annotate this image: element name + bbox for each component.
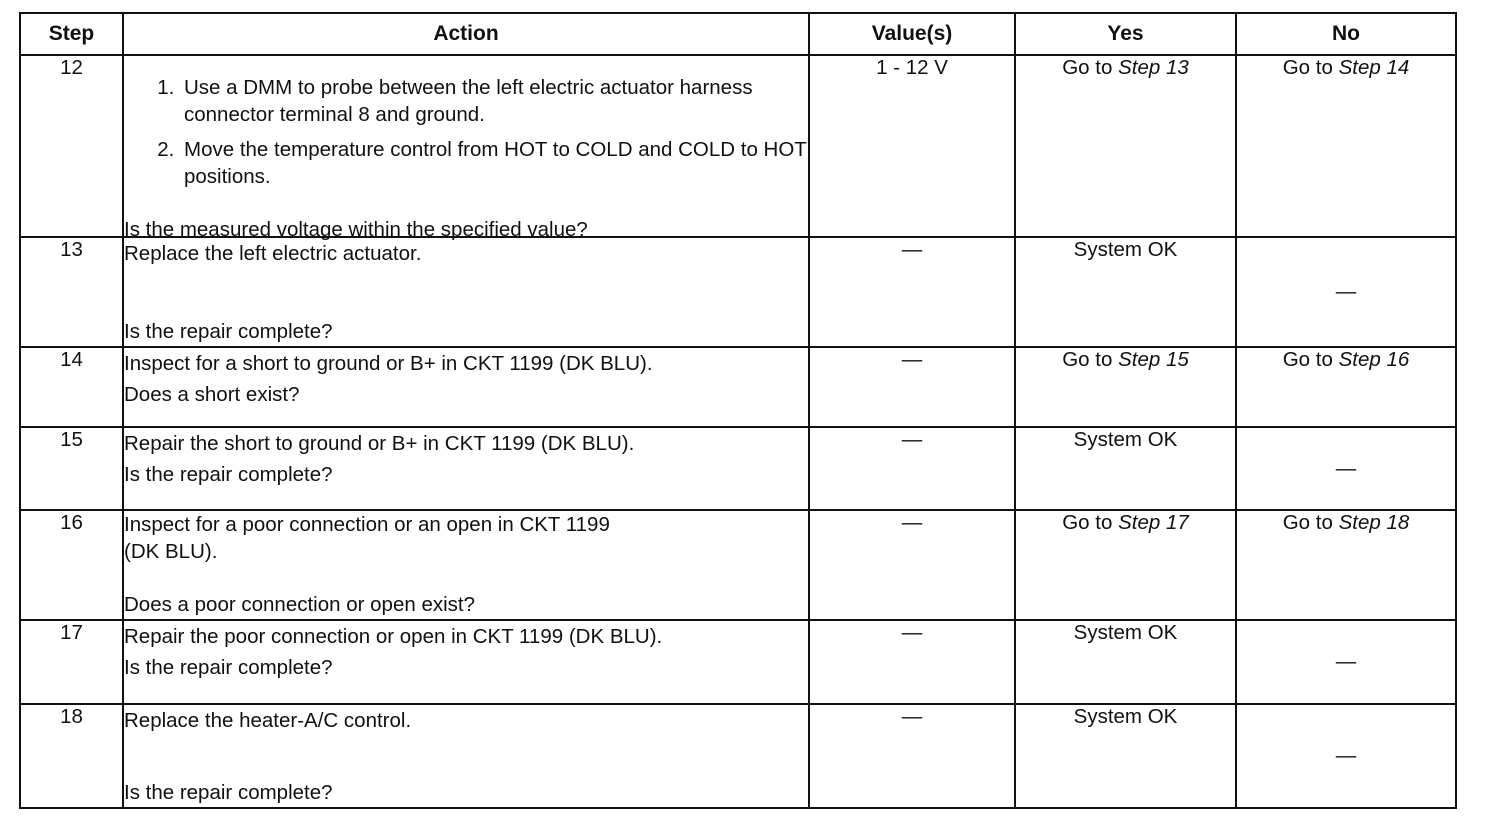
yes-cell [1015, 347, 1236, 427]
goto-step-link: Step 16 [1338, 348, 1410, 371]
action-question: Does a short exist? [124, 383, 300, 406]
action-cell [123, 704, 809, 808]
table-row [20, 620, 1456, 704]
goto-step-link: Step 14 [1338, 56, 1410, 79]
header-values: Value(s) [809, 13, 1015, 55]
goto-step-link: Step 17 [1118, 511, 1189, 534]
no-cell [1236, 510, 1456, 620]
action-question: Is the repair complete? [124, 463, 333, 486]
action-question: Is the repair complete? [124, 781, 333, 804]
action-cell [123, 347, 809, 427]
step-number: 14 [20, 347, 123, 427]
yes-cell [1015, 510, 1236, 620]
value-cell: — [809, 620, 1015, 704]
goto-step-link: Step 15 [1118, 348, 1189, 371]
value-cell: — [809, 237, 1015, 347]
table-row [20, 237, 1456, 347]
value-cell: — [809, 427, 1015, 510]
action-list [124, 74, 808, 190]
goto-prefix: Go to [1062, 511, 1113, 534]
value-cell: 1 - 12 V [809, 55, 1015, 237]
goto-prefix: Go to [1282, 56, 1333, 79]
action-cell [123, 427, 809, 510]
action-question: Is the repair complete? [124, 656, 333, 679]
action-question: Is the measured voltage within the specified value? [124, 218, 588, 241]
value-cell: — [809, 704, 1015, 808]
goto-prefix: Go to [1062, 348, 1113, 371]
table-row [20, 55, 1456, 237]
value-cell: — [809, 510, 1015, 620]
action-cell [123, 510, 809, 620]
yes-cell: System OK [1015, 427, 1236, 510]
action-text: Inspect for a poor connection or an open in CKT 1199 (DK BLU). [124, 513, 610, 563]
no-cell: — [1236, 704, 1456, 808]
action-cell [123, 620, 809, 704]
no-cell: — [1236, 237, 1456, 347]
header-step: Step [20, 13, 123, 55]
action-cell [123, 55, 809, 241]
step-number: 15 [20, 427, 123, 510]
no-cell [1236, 347, 1456, 427]
yes-cell: System OK [1015, 704, 1236, 808]
table-row [20, 510, 1456, 620]
step-number: 13 [20, 237, 123, 347]
action-question: Is the repair complete? [124, 320, 333, 343]
header-yes: Yes [1015, 13, 1236, 55]
goto-prefix: Go to [1062, 56, 1113, 79]
yes-cell: System OK [1015, 620, 1236, 704]
action-item: 2. Move the temperature control from HOT to COLD and COLD to HOT positions. [180, 136, 808, 190]
step-number: 17 [20, 620, 123, 704]
goto-step-link: Step 18 [1338, 511, 1410, 534]
action-question: Does a poor connection or open exist? [124, 593, 476, 616]
step-number: 16 [20, 510, 123, 620]
yes-cell [1015, 55, 1236, 237]
diagnostic-table [19, 12, 1457, 809]
action-item: 1. Use a DMM to probe between the left electric actuator harness connector terminal 8 and ground. [180, 74, 808, 128]
action-text: Repair the short to ground or B+ in CKT 1199 (DK BLU). [124, 432, 635, 455]
action-text: Inspect for a short to ground or B+ in CKT 1199 (DK BLU). [124, 352, 653, 375]
header-no: No [1236, 13, 1456, 55]
no-cell: — [1236, 620, 1456, 704]
step-number: 12 [20, 55, 123, 237]
action-text: Repair the poor connection or open in CKT 1199 (DK BLU). [124, 625, 663, 648]
header-row [20, 13, 1456, 55]
header-action: Action [123, 13, 809, 55]
yes-cell: System OK [1015, 237, 1236, 347]
table-row [20, 427, 1456, 510]
table-row [20, 347, 1456, 427]
goto-step-link: Step 13 [1118, 56, 1189, 79]
no-cell: — [1236, 427, 1456, 510]
table-row [20, 704, 1456, 808]
step-number: 18 [20, 704, 123, 808]
goto-prefix: Go to [1282, 348, 1333, 371]
value-cell: — [809, 347, 1015, 427]
action-cell [123, 237, 809, 347]
action-text: Replace the heater-A/C control. [124, 709, 412, 732]
goto-prefix: Go to [1282, 511, 1333, 534]
no-cell [1236, 55, 1456, 237]
action-text: Replace the left electric actuator. [124, 242, 422, 265]
